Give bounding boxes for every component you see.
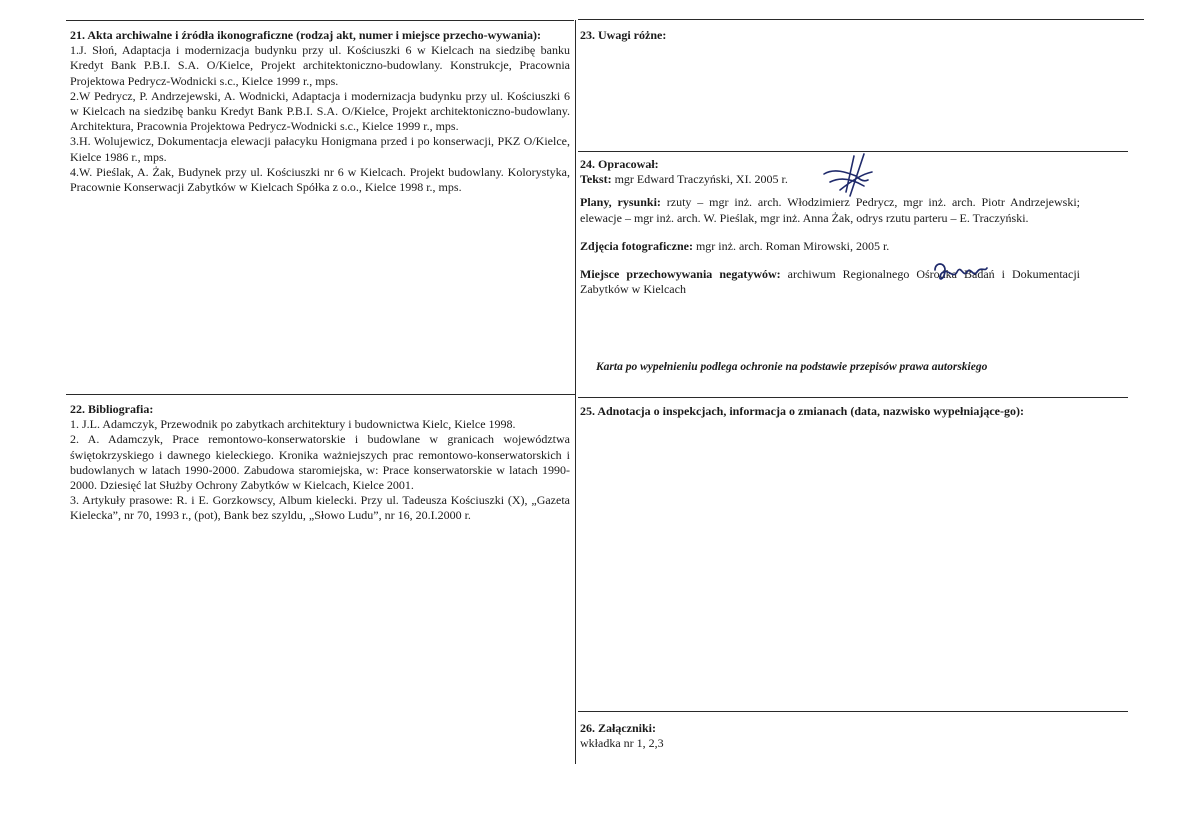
signature-tekst bbox=[820, 152, 880, 198]
archive-item: 3.H. Wolujewicz, Dokumentacja elewacji pałacyku Honigmana przed i po konserwacji, PKZ O/Kielce, Kielce 1986 r., mps. bbox=[70, 134, 570, 164]
section-23-header: 23. Uwagi różne: bbox=[580, 28, 667, 42]
bibliography-item: 2. A. Adamczyk, Prace remontowo-konserwatorskie i budowlane w granicach województwa świętokrzyskiego i dawnego kieleckiego. Kronika ważniejszych prac remontowo-konserwatorskich i budowlanych w latach 1990-2000. Zabudowa staromiejska, w: Prace konserwatorskie w latach 1990-2000. Dziesięć lat Służby Ochrony Zabytków w Kielcach, Kielce 2001. bbox=[70, 432, 570, 493]
zdjecia-label: Zdjęcia fotograficzne: bbox=[580, 238, 693, 253]
bibliography-item: 3. Artykuły prasowe: R. i E. Gorzkowscy, Album kielecki. Przy ul. Tadeusza Kościuszki (X), „Gazeta Kielecka”, nr 70, 1993 r., (pot), Bank bez szyldu, „Słowo Ludu”, nr 16, 20.I.2000 r. bbox=[70, 493, 570, 523]
tekst-label: Tekst: bbox=[580, 172, 612, 187]
attachments-value: wkładka nr 1, 2,3 bbox=[580, 736, 664, 751]
top-rule-left bbox=[66, 20, 574, 21]
section-21-header: 21. Akta archiwalne i źródła ikonograficzne (rodzaj akt, numer i miejsce przecho-wywania): bbox=[70, 28, 541, 42]
column-divider bbox=[575, 20, 576, 764]
zdjecia-line bbox=[580, 239, 1080, 254]
top-rule-right bbox=[578, 19, 1144, 20]
archive-item: 2.W Pedrycz, P. Andrzejewski, A. Wodnicki, Adaptacja i modernizacja budynku przy ul. Kościuszki 6 w Kielcach na siedzibę banku Kredyt Bank P.B.I. S.A. O/Kielce, Projekt architektoniczno-budowlany. Architektura, Pracownia Projektowa Pedrycz-Wodnicki s.c., Kielce 1999 r., mps. bbox=[70, 88, 570, 134]
section-25 bbox=[580, 404, 1080, 419]
bibliography-item: 1. J.L. Adamczyk, Przewodnik po zabytkach architektury i budownictwa Kielc, Kielce 1998. bbox=[70, 417, 516, 432]
section-21 bbox=[70, 28, 570, 195]
section-26 bbox=[580, 721, 1080, 751]
section-25-header: 25. Adnotacja o inspekcjach, informacja o zmianach (data, nazwisko wypełniające-go): bbox=[580, 404, 1024, 418]
archive-item: 1.J. Słoń, Adaptacja i modernizacja budynku przy ul. Kościuszki 6 w Kielcach na siedzibę banku Kredyt Bank P.B.I. S.A. O/Kielce, Projekt architektoniczno-budowlany. Konstrukcje, Pracownia Projektowa Pedrycz-Wodnicki s.c., Kielce 1999 r., mps. bbox=[70, 43, 570, 88]
section-22 bbox=[70, 402, 570, 524]
plany-value: rzuty – mgr inż. arch. Włodzimierz Pedrycz, mgr inż. arch. Piotr Andrzejewski; elewacje – mgr inż. arch. W. Pieślak, mgr inż. Anna Żak, odrys rzutu parteru – E. Traczyński. bbox=[580, 195, 1081, 225]
tekst-value: mgr Edward Traczyński, XI. 2005 r. bbox=[611, 172, 788, 187]
section-23 bbox=[580, 28, 1120, 43]
signature-zdjecia bbox=[931, 256, 991, 288]
plany-line bbox=[580, 195, 1080, 225]
plany-label: Plany, rysunki: bbox=[580, 195, 661, 210]
section-24-header: 24. Opracował: bbox=[580, 157, 659, 171]
right-rule-26 bbox=[578, 711, 1128, 712]
archive-item: 4.W. Pieślak, A. Żak, Budynek przy ul. Kościuszki nr 6 w Kielcach. Projekt budowlany. Kolorystyka, Pracownie Konserwacji Zabytków w Kielcach Spółka z o.o., Kielce 1998 r., mps. bbox=[70, 164, 570, 195]
copyright-note: Karta po wypełnieniu podlega ochronie na podstawie przepisów prawa autorskiego bbox=[596, 361, 988, 373]
miejsce-value: archiwum Regionalnego Ośrodka Badań i Dokumentacji Zabytków w Kielcach bbox=[580, 267, 1080, 297]
miejsce-line bbox=[580, 267, 1080, 297]
section-22-header: 22. Bibliografia: bbox=[70, 402, 154, 416]
section-26-header: 26. Załączniki: bbox=[580, 721, 657, 735]
zdjecia-value: mgr inż. arch. Roman Mirowski, 2005 r. bbox=[692, 238, 890, 253]
left-mid-rule bbox=[66, 394, 576, 395]
right-rule-25 bbox=[578, 397, 1128, 398]
miejsce-label: Miejsce przechowywania negatywów: bbox=[580, 267, 781, 282]
